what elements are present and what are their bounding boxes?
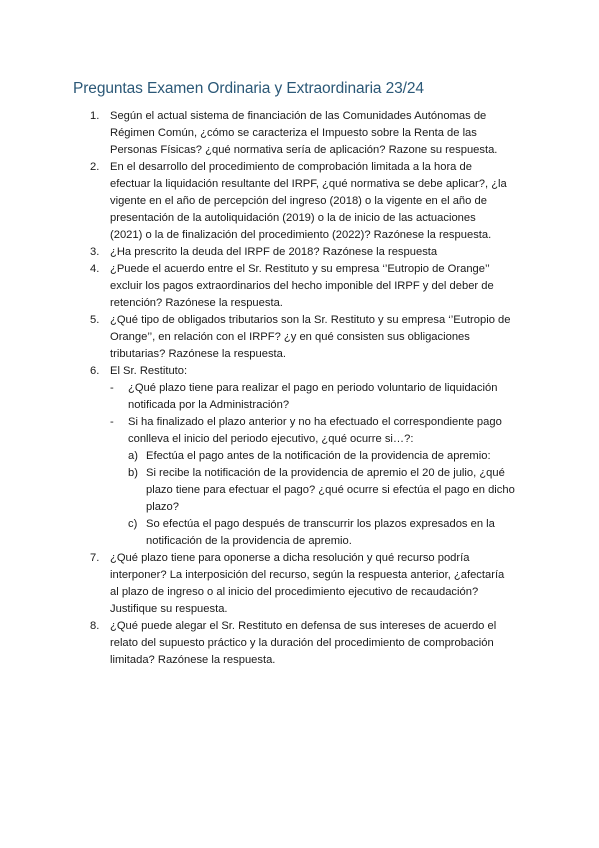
subitem-text-line: plazo? xyxy=(146,501,179,513)
question-text-line: vigente en el año de percepción del ingreso (2018) o la vigente en el año de xyxy=(110,195,487,207)
letter-marker: a) xyxy=(128,450,138,462)
question-6-subitem-b xyxy=(0,465,599,516)
question-text-line: Régimen Común, ¿cómo se caracteriza el Impuesto sobre la Renta de las xyxy=(110,127,477,139)
question-text-line: al plazo de ingreso o al inicio del procedimiento ejecutivo de recaudación? xyxy=(110,586,479,598)
letter-marker: c) xyxy=(128,518,138,530)
question-7 xyxy=(0,550,599,618)
question-6-item-2 xyxy=(0,414,599,448)
subitem-text-line: So efectúa el pago después de transcurrir los plazos expresados en la xyxy=(146,518,495,530)
question-text-line: efectuar la liquidación resultante del IRPF, ¿qué normativa se debe aplicar?, ¿la xyxy=(110,178,507,190)
question-number: 6. xyxy=(90,365,100,377)
question-number: 4. xyxy=(90,263,100,275)
subitem-text-line: notificación de la providencia de apremio. xyxy=(146,535,352,547)
question-text-line: Personas Físicas? ¿qué normativa sería de aplicación? Razone su respuesta. xyxy=(110,144,498,156)
question-number: 2. xyxy=(90,161,100,173)
question-text-line: excluir los pagos extraordinarios del hecho imponible del IRPF y del deber de xyxy=(110,280,494,292)
item-text-line: conlleva el inicio del periodo ejecutivo, ¿qué ocurre si…?: xyxy=(128,433,414,445)
question-2 xyxy=(0,159,599,244)
question-text-line: ¿Qué puede alegar el Sr. Restituto en defensa de sus intereses de acuerdo el xyxy=(110,620,497,632)
question-number: 7. xyxy=(90,552,100,564)
dash-bullet: - xyxy=(110,382,114,394)
question-text-line: retención? Razónese la respuesta. xyxy=(110,297,283,309)
question-text-line: (2021) o la de finalización del procedimiento (2022)? Razónese la respuesta. xyxy=(110,229,492,241)
subitem-text-line: Si recibe la notificación de la providencia de apremio el 20 de julio, ¿qué xyxy=(146,467,505,479)
question-text-line: El Sr. Restituto: xyxy=(110,365,188,377)
item-text-line: notificada por la Administración? xyxy=(128,399,290,411)
question-6-subitem-c xyxy=(0,516,599,550)
question-5 xyxy=(0,312,599,363)
subitem-text-line: plazo tiene para efectuar el pago? ¿qué ocurre si efectúa el pago en dicho xyxy=(146,484,515,496)
item-text-line: ¿Qué plazo tiene para realizar el pago en periodo voluntario de liquidación xyxy=(128,382,498,394)
question-text-line: presentación de la autoliquidación (2019) o la de inicio de las actuaciones xyxy=(110,212,476,224)
question-text-line: Justifique su respuesta. xyxy=(110,603,228,615)
question-number: 8. xyxy=(90,620,100,632)
question-text-line: Orange’’, en relación con el IRPF? ¿y en qué consisten sus obligaciones xyxy=(110,331,470,343)
question-text-line: Según el actual sistema de financiación de las Comunidades Autónomas de xyxy=(110,110,487,122)
question-text-line: ¿Qué tipo de obligados tributarios son la Sr. Restituto y su empresa ‘’Eutropio de xyxy=(110,314,511,326)
question-text-line: relato del supuesto práctico y la duración del procedimiento de comprobación xyxy=(110,637,494,649)
question-number: 1. xyxy=(90,110,100,122)
question-text-line: tributarias? Razónese la respuesta. xyxy=(110,348,286,360)
question-text-line: ¿Qué plazo tiene para oponerse a dicha resolución y qué recurso podría xyxy=(110,552,470,564)
document-title: Preguntas Examen Ordinaria y Extraordinaria 23/24 xyxy=(73,80,424,97)
letter-marker: b) xyxy=(128,467,138,479)
question-number: 5. xyxy=(90,314,100,326)
question-text-line: ¿Ha prescrito la deuda del IRPF de 2018? Razónese la respuesta xyxy=(110,246,438,258)
subitem-text-line: Efectúa el pago antes de la notificación de la providencia de apremio: xyxy=(146,450,491,462)
question-6-item-1 xyxy=(0,380,599,414)
question-text-line: ¿Puede el acuerdo entre el Sr. Restituto y su empresa ‘’Eutropio de Orange’’ xyxy=(110,263,490,275)
question-6-subitem-a xyxy=(0,448,599,465)
questions-list xyxy=(0,108,599,669)
question-3 xyxy=(0,244,599,261)
question-1 xyxy=(0,108,599,159)
question-text-line: interponer? La interposición del recurso, según la respuesta anterior, ¿afectaría xyxy=(110,569,505,581)
question-text-line: En el desarrollo del procedimiento de comprobación limitada a la hora de xyxy=(110,161,472,173)
question-8 xyxy=(0,618,599,669)
question-6 xyxy=(0,363,599,380)
item-text-line: Si ha finalizado el plazo anterior y no ha efectuado el correspondiente pago xyxy=(128,416,502,428)
question-text-line: limitada? Razónese la respuesta. xyxy=(110,654,276,666)
dash-bullet: - xyxy=(110,416,114,428)
question-4 xyxy=(0,261,599,312)
question-number: 3. xyxy=(90,246,100,258)
